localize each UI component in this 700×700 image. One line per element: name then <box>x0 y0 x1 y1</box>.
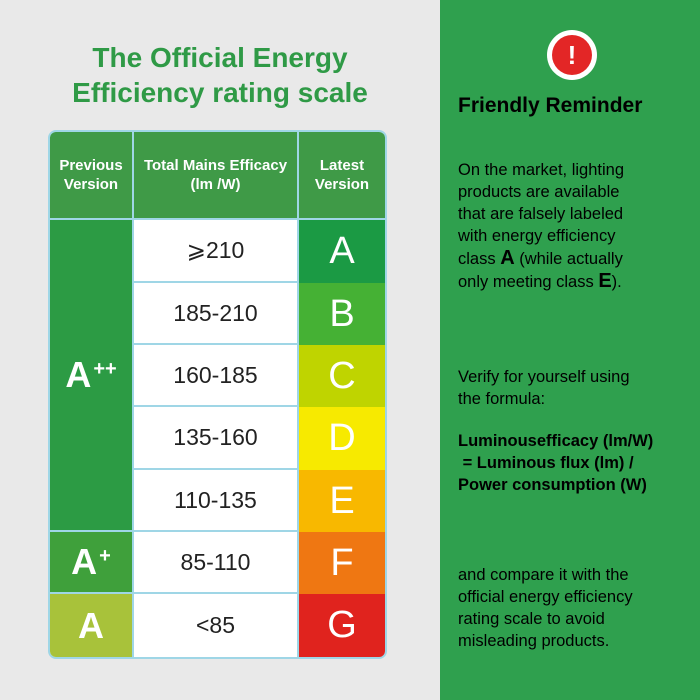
warning-line-1: On the market, lighting <box>458 161 624 179</box>
header-efficacy-line-1: Total Mains Efficacy <box>143 157 288 174</box>
efficacy-cell-f: 85-110 <box>134 532 299 594</box>
efficacy-cell-d: 135-160 <box>134 407 299 470</box>
warning-line-6-pre: only meeting class <box>458 273 599 291</box>
previous-class-base: A <box>65 354 92 395</box>
reminder-compare-text <box>458 564 688 652</box>
reminder-verify-text <box>458 366 688 410</box>
efficacy-cell-b: 185-210 <box>134 283 299 345</box>
rating-table <box>48 130 387 659</box>
warning-line-5-pre: class <box>458 250 501 268</box>
formula-line-3: Power consumption (W) <box>458 476 647 494</box>
title-line-1: The Official Energy <box>92 42 348 73</box>
efficacy-cell-e: 110-135 <box>134 470 299 532</box>
reminder-formula <box>458 430 688 496</box>
grade-cell-d: D <box>299 407 385 470</box>
header-latest-version <box>299 132 385 220</box>
compare-line-2: official energy efficiency <box>458 588 633 606</box>
efficacy-cell-c: 160-185 <box>134 345 299 407</box>
title-line-2: Efficiency rating scale <box>72 77 368 108</box>
exclamation-glyph: ! <box>552 35 592 75</box>
warning-line-5 <box>458 247 688 270</box>
efficacy-cell-a: ⩾210 <box>134 220 299 283</box>
header-previous-line-2: Version <box>63 176 119 193</box>
grade-cell-e: E <box>299 470 385 532</box>
warning-line-4: with energy efficiency <box>458 227 616 245</box>
exclamation-icon <box>547 30 597 80</box>
header-efficacy <box>134 132 299 220</box>
previous-class-sup: + <box>99 544 111 567</box>
compare-line-1: and compare it with the <box>458 566 629 584</box>
warning-line-6-post: ). <box>611 273 622 291</box>
grade-cell-b: B <box>299 283 385 345</box>
warning-line-3: that are falsely labeled <box>458 205 624 223</box>
header-latest-line-1: Latest <box>319 157 365 174</box>
previous-class-a-plus-plus <box>50 220 134 532</box>
previous-class-base: A <box>78 604 104 646</box>
header-efficacy-line-2: (lm /W) <box>190 176 241 193</box>
formula-line-1: Luminousefficacy (lm/W) <box>458 432 654 450</box>
reminder-title: Friendly Reminder <box>458 94 643 117</box>
header-latest-line-2: Version <box>314 176 370 193</box>
header-previous-line-1: Previous <box>59 157 123 174</box>
previous-class-base: A <box>71 541 98 582</box>
previous-class-a-plus <box>50 532 134 594</box>
grade-cell-c: C <box>299 345 385 407</box>
grade-cell-f: F <box>299 532 385 594</box>
header-previous-version <box>50 132 134 220</box>
warning-class-e: E <box>598 270 612 292</box>
previous-class-a <box>50 594 134 657</box>
warning-line-5-post: (while actually <box>514 250 623 268</box>
efficacy-cell-g: <85 <box>134 594 299 657</box>
reminder-warning-text <box>458 159 688 293</box>
grade-cell-g: G <box>299 594 385 657</box>
formula-line-2: = Luminous flux (lm) / <box>458 454 634 472</box>
warning-line-2: products are available <box>458 183 620 201</box>
page-title <box>0 40 440 110</box>
previous-class-sup: ++ <box>93 357 117 380</box>
compare-line-4: misleading products. <box>458 632 610 650</box>
compare-line-3: rating scale to avoid <box>458 610 605 628</box>
verify-line-2: the formula: <box>458 390 546 408</box>
warning-line-6 <box>458 270 688 293</box>
warning-class-a: A <box>500 247 515 269</box>
grade-cell-a: A <box>299 220 385 283</box>
verify-line-1: Verify for yourself using <box>458 368 630 386</box>
